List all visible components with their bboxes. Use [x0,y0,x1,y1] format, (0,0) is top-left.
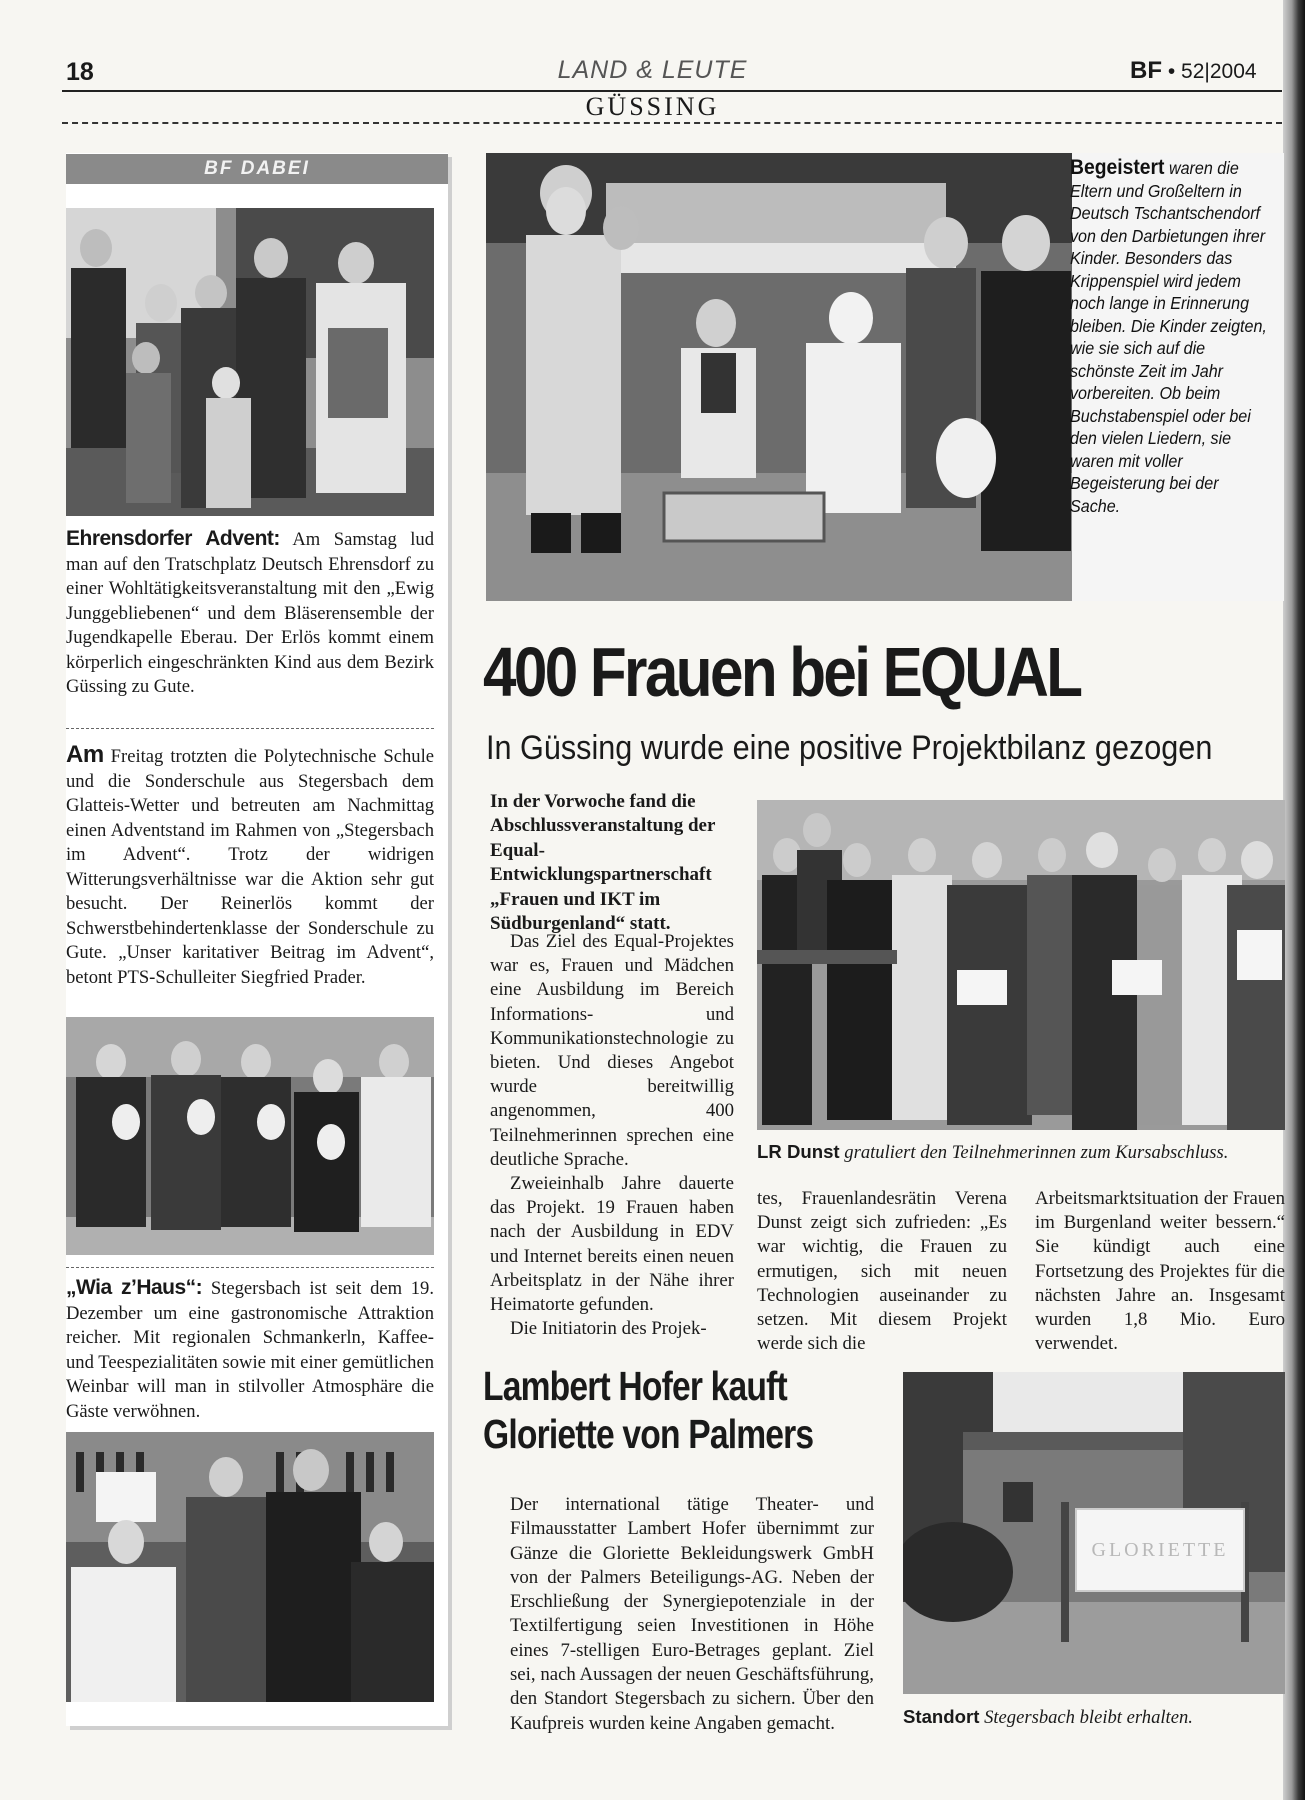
equal-column-2: tes, Frauenlandesrätin Verena Dunst zeigt sich zufrieden: „Es war wichtig, die Frauen zu ermutigen, sich mit neuen Technologien auseinander zu setzen. Mit diesem Projekt werde sich die [757,1188,1007,1355]
subhead-equal: In Güssing wurde eine positive Projektbilanz gezogen [486,729,1213,767]
sidebar-divider-1 [66,728,434,729]
headline-equal: 400 Frauen bei EQUAL [483,633,1081,711]
publication-name: BF [1130,57,1162,84]
item3-lead: „Wia z’Haus“: [66,1276,203,1299]
gloriette-photo-caption [903,1706,1285,1729]
issue-separator: • [1167,60,1176,83]
photo-stegersbach-adventstand [66,1017,434,1255]
krippenspiel-caption-text: waren die Eltern und Großeltern in Deutsch Tschantschendorf von den Darbietungen ihrer Kinder. Besonders das Krippenspiel wird jedem noch lange in Erinnerung bleiben. Die Kinder zeigten, wie sie sich auf die schönste Zeit im Jahr vorbereiten. Ob beim Buchstabenspiel oder bei den vielen Liedern, sie waren mit voller Begeisterung bei der Sache. [1070,158,1267,516]
krippenspiel-caption-lead: Begeistert [1070,156,1165,179]
item1-text: Am Samstag lud man auf den Tratschplatz Deutsch Ehrensdorf zu einer Wohltätigkeitsveranstaltung mit den „Ewig Junggebliebenen“ und dem Bläserensemble der Jugendkapelle Eberau. Der Erlös kommt einem körperlich eingeschränkten Kind aus dem Bezirk Güssing zu Gute. [66,529,434,697]
equal-col1-para2: Zweieinhalb Jahre dauerte das Projekt. 19 Frauen haben nach der Ausbildung in EDV und Internet bereits einen neuen Arbeitsplatz in der Nähe ihrer Heimatorte gefunden. [490,1173,734,1316]
equal-column-1 [490,930,734,1341]
sidebar-title: BF DABEI [66,154,448,184]
page-edge-shadow [1283,0,1305,1800]
equal-col1-para1: Das Ziel des Equal-Projektes war es, Frauen und Mädchen eine Ausbildung im Bereich Informations- und Kommunikationstechnologie zu bieten. Und dieses Angebot wurde bereitwillig angenommen, 400 Teilnehmerinnen sprechen eine deutliche Sprache. [490,931,734,1170]
equal-photo-caption-text: gratuliert den Teilnehmerinnen zum Kursabschluss. [844,1142,1229,1163]
lambert-hofer-body: Der international tätige Theater- und Filmausstatter Lambert Hofer übernimmt zur Gänze die Gloriette Bekleidungswerk GmbH von der Palmers Beteiligungs-AG. Neben der Erschließung der Synergiepotenziale in der Textilfertigung seien Investitionen in Höhe eines 7-stelligen Euro-Betrages geplant. Ziel sei, nach Aussagen der neuen Geschäftsführung, den Standort Stegersbach zu sichern. Über den Kaufpreis wurden keine Angaben gemacht. [510,1494,874,1734]
sidebar-divider-2 [66,1267,434,1268]
equal-column-3: Arbeitsmarktsituation der Frauen im Burgenland weiter bessern.“ Sie kündigt auch eine Fortsetzung des Projektes für die nächsten Jahre an. Insgesamt wurden 1,8 Mio. Euro verwendet. [1035,1188,1285,1355]
equal-intro: In der Vorwoche fand die Abschlussveranstaltung der Equal-Entwicklungspartnerschaft „Frauen und IKT im Südburgenland“ statt. [490,791,716,935]
sidebar-item3 [66,1276,434,1424]
equal-col1-para3: Die Initiatorin des Projek- [510,1318,707,1340]
issue-number: 52|2004 [1181,60,1257,83]
headline-lambert-hofer [483,1362,813,1458]
photo-krippenspiel [486,153,1072,601]
region-title: GÜSSING [585,92,720,121]
item2-lead: Am [66,741,104,768]
headline-line1: Lambert Hofer kauft [483,1363,787,1409]
photo-ehrensdorf-advent [66,208,434,516]
photo-wia-zhaus [66,1432,434,1702]
item3-text: Stegersbach ist seit dem 19. Dezember um eine gastronomische Attraktion reicher. Mit regionalen Schmankerln, Kaffee- und Teespezialitäten sowie mit einer gemütlichen Weinbar will man in stilvoller Atmosphäre die Gäste verwöhnen. [66,1278,434,1422]
sidebar-item2 [66,743,434,990]
gloriette-sign: GLORIETTE [1075,1508,1245,1592]
headline-line2: Gloriette von Palmers [483,1411,814,1457]
photo-equal-teilnehmerinnen [757,800,1285,1130]
header-dashed-rule [62,122,1282,124]
department-title: LAND & LEUTE [557,56,748,84]
gloriette-caption-lead: Standort [903,1706,980,1727]
item2-text: Freitag trotzten die Polytechnische Schule und die Sonderschule aus Stegersbach dem Glatteis-Wetter und betreuten am Nachmittag einen Adventstand im Rahmen von „Stegersbach im Advent“. Trotz der widrigen Witterungsverhältnisse war die Aktion sehr gut besucht. Der Reinerlös kommt der Schwerstbehindertenklasse der Sonderschule zu Gute. „Unser karitativer Beitrag im Advent“, betont PTS-Schulleiter Siegfried Prader. [66,746,434,988]
sidebar-item1 [66,527,434,700]
equal-photo-caption-lead: LR Dunst [757,1141,840,1162]
page-number: 18 [66,58,94,86]
item1-lead: Ehrensdorfer Advent: [66,527,280,550]
equal-photo-caption [757,1141,1285,1164]
krippenspiel-caption [1070,157,1268,517]
gloriette-caption-text: Stegersbach bleibt erhalten. [984,1707,1193,1728]
issue-label [1130,57,1257,85]
